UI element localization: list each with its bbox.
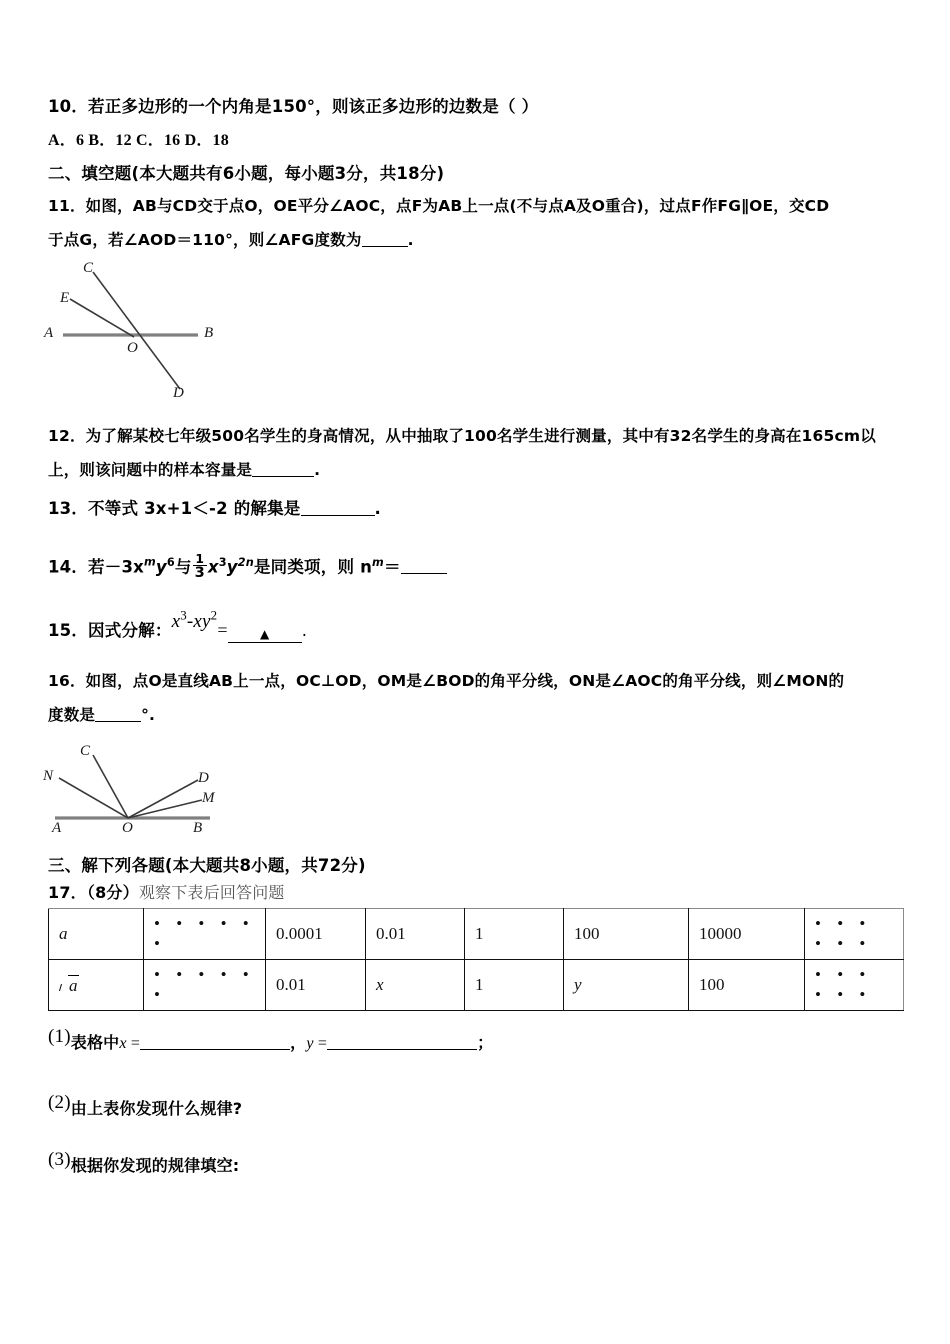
question-16-degree: °.	[141, 706, 156, 724]
question-14-equals: ＝	[383, 557, 401, 577]
question-15-expression	[171, 607, 218, 632]
radical-icon: a	[59, 975, 79, 996]
question-15-period: .	[301, 621, 308, 640]
expr-minus: -	[186, 611, 194, 632]
cell-r1c5: 100	[564, 909, 689, 960]
question-17-sub-3	[48, 1149, 240, 1177]
question-16-line-2	[48, 707, 155, 725]
question-14-exponent-3: 3	[218, 555, 227, 569]
diagram-label-C: C	[80, 743, 91, 759]
question-14-var-y: y	[155, 557, 167, 577]
diagram-label-B: B	[204, 325, 214, 341]
diagram-label-O: O	[127, 340, 138, 356]
diagram-label-D: D	[198, 770, 209, 786]
cell-r2c2: 0.01	[266, 960, 366, 1011]
cell-r1c7: • • • • • •	[805, 909, 904, 960]
sub-1-var-y: y	[306, 1035, 314, 1052]
diagram-label-E: E	[60, 290, 70, 306]
question-14-prefix: 14．若－3x	[48, 557, 144, 577]
question-11-line-2-text: 于点G，若∠AOD＝110°，则∠AFG度数为	[48, 231, 362, 249]
expr-xy-exponent: 2	[210, 607, 218, 623]
question-14-var-y2: y	[226, 557, 238, 577]
question-16-line-2-text: 度数是	[48, 706, 96, 724]
question-16-answer-blank[interactable]	[95, 721, 141, 722]
question-11-answer-blank[interactable]	[362, 246, 408, 247]
sub-1-comma: ，	[290, 1033, 307, 1052]
row-header-a: a	[49, 909, 144, 960]
question-13-answer-blank[interactable]	[301, 515, 375, 516]
sub-2-number: (2)	[48, 1092, 71, 1113]
question-12-line-2-text: 上，则该问题中的样本容量是	[48, 461, 253, 479]
table-row	[49, 909, 904, 960]
question-17-sub-1	[48, 1026, 494, 1054]
sub-1-equals-2: =	[317, 1035, 328, 1052]
question-11-diagram	[30, 252, 260, 407]
question-15-prefix: 15．因式分解：	[48, 621, 172, 640]
question-16-diagram	[30, 740, 250, 845]
fraction-denominator: 3	[194, 564, 205, 582]
question-13-period: .	[374, 499, 381, 518]
diagram-label-O: O	[122, 820, 133, 836]
fraction-numerator: 1	[195, 552, 205, 566]
intersecting-lines-figure	[30, 252, 260, 407]
sub-1-prefix: 表格中	[70, 1033, 120, 1052]
diagram-label-A: A	[44, 325, 54, 341]
question-10-stem: 10．若正多边形的一个内角是150°，则该正多边形的边数是（ ）	[48, 97, 539, 116]
cell-r1c1: • • • • • •	[144, 909, 266, 960]
cell-r1c4: 1	[465, 909, 564, 960]
diagram-label-B: B	[193, 820, 203, 836]
question-17-stem: 观察下表后回答问题	[138, 883, 285, 902]
sub-1-var-x: x	[119, 1035, 127, 1052]
sub-3-number: (3)	[48, 1149, 71, 1170]
section-3-heading: 三、解下列各题(本大题共8小题，共72分)	[48, 856, 366, 875]
question-15	[48, 607, 308, 643]
question-14-var-x2: x	[207, 557, 219, 577]
segment-CD	[93, 272, 180, 389]
question-14-answer-blank[interactable]	[401, 573, 447, 574]
diagram-label-D: D	[173, 385, 184, 401]
question-12-period: .	[314, 461, 321, 479]
question-10-options: A．6 B．12 C．16 D．18	[48, 132, 229, 149]
cell-r2c7: • • • • • •	[805, 960, 904, 1011]
sub-1-answer-blank-y[interactable]	[327, 1049, 477, 1050]
question-17-number: 17．	[48, 883, 87, 902]
question-14-conj: 与	[174, 557, 192, 577]
cell-r2c1: • • • • • •	[144, 960, 266, 1011]
sub-1-semicolon: ；	[477, 1033, 494, 1052]
question-12-line-1: 12．为了解某校七年级500名学生的身高情况，从中抽取了100名学生进行测量，其中有32名学生的身高在165cm以	[48, 427, 876, 445]
cell-r2c6: 100	[689, 960, 805, 1011]
ray-OD	[128, 780, 198, 818]
row-header-sqrt-a	[49, 960, 144, 1011]
sub-3-text: 根据你发现的规律填空:	[70, 1156, 240, 1175]
cell-r2c5: y	[564, 960, 689, 1011]
question-14-exponent-m: m	[144, 555, 156, 569]
question-16-line-1: 16．如图，点O是直线AB上一点，OC⊥OD，OM是∠BOD的角平分线，ON是∠AOC的角平分线，则∠MON的	[48, 672, 845, 690]
diagram-label-C: C	[83, 260, 94, 276]
question-17-sub-2	[48, 1092, 243, 1120]
ray-OM	[128, 800, 202, 818]
table-row	[49, 960, 904, 1011]
question-11-line-2	[48, 232, 414, 250]
section-2-heading: 二、填空题(本大题共有6小题，每小题3分，共18分)	[48, 164, 445, 183]
question-13	[48, 500, 381, 519]
diagram-label-M: M	[202, 790, 215, 806]
expr-x-exponent: 3	[180, 607, 187, 623]
question-12-line-2	[48, 462, 320, 480]
cell-r1c6: 10000	[689, 909, 805, 960]
expr-xy: xy	[193, 611, 211, 632]
question-14	[48, 553, 447, 581]
question-14-fraction	[193, 553, 207, 581]
question-17-table	[48, 908, 904, 1011]
question-12-answer-blank[interactable]	[252, 476, 314, 477]
cell-r1c2: 0.0001	[266, 909, 366, 960]
diagram-label-N: N	[43, 768, 54, 784]
question-14-exponent-m2: m	[372, 555, 384, 569]
question-11-line-1: 11．如图，AB与CD交于点O，OE平分∠AOC，点F为AB上一点(不与点A及O重合)，过点F作FG∥OE，交CD	[48, 197, 830, 215]
question-14-suffix: 是同类项，则 n	[253, 557, 373, 577]
question-13-text: 13．不等式 3x+1＜-2 的解集是	[48, 499, 301, 518]
cell-r2c3: x	[366, 960, 465, 1011]
sub-1-equals-1: =	[130, 1035, 141, 1052]
expr-x: x	[171, 611, 181, 632]
question-15-equals: =	[217, 620, 228, 640]
sub-1-number: (1)	[48, 1026, 71, 1047]
question-17-stem-row	[48, 884, 285, 903]
sub-2-text: 由上表你发现什么规律?	[70, 1099, 243, 1118]
question-17-score: （8分）	[86, 883, 139, 902]
question-11-period: .	[407, 231, 414, 249]
cell-r2c4: 1	[465, 960, 564, 1011]
question-14-exponent-2n: 2n	[237, 555, 254, 569]
question-15-answer-blank[interactable]: ▲	[228, 628, 302, 643]
sub-1-answer-blank-x[interactable]	[140, 1049, 290, 1050]
question-14-exponent-6: 6	[166, 555, 175, 569]
ray-OE	[70, 299, 134, 337]
cell-r1c3: 0.01	[366, 909, 465, 960]
rays-figure	[30, 740, 250, 845]
diagram-label-A: A	[52, 820, 62, 836]
